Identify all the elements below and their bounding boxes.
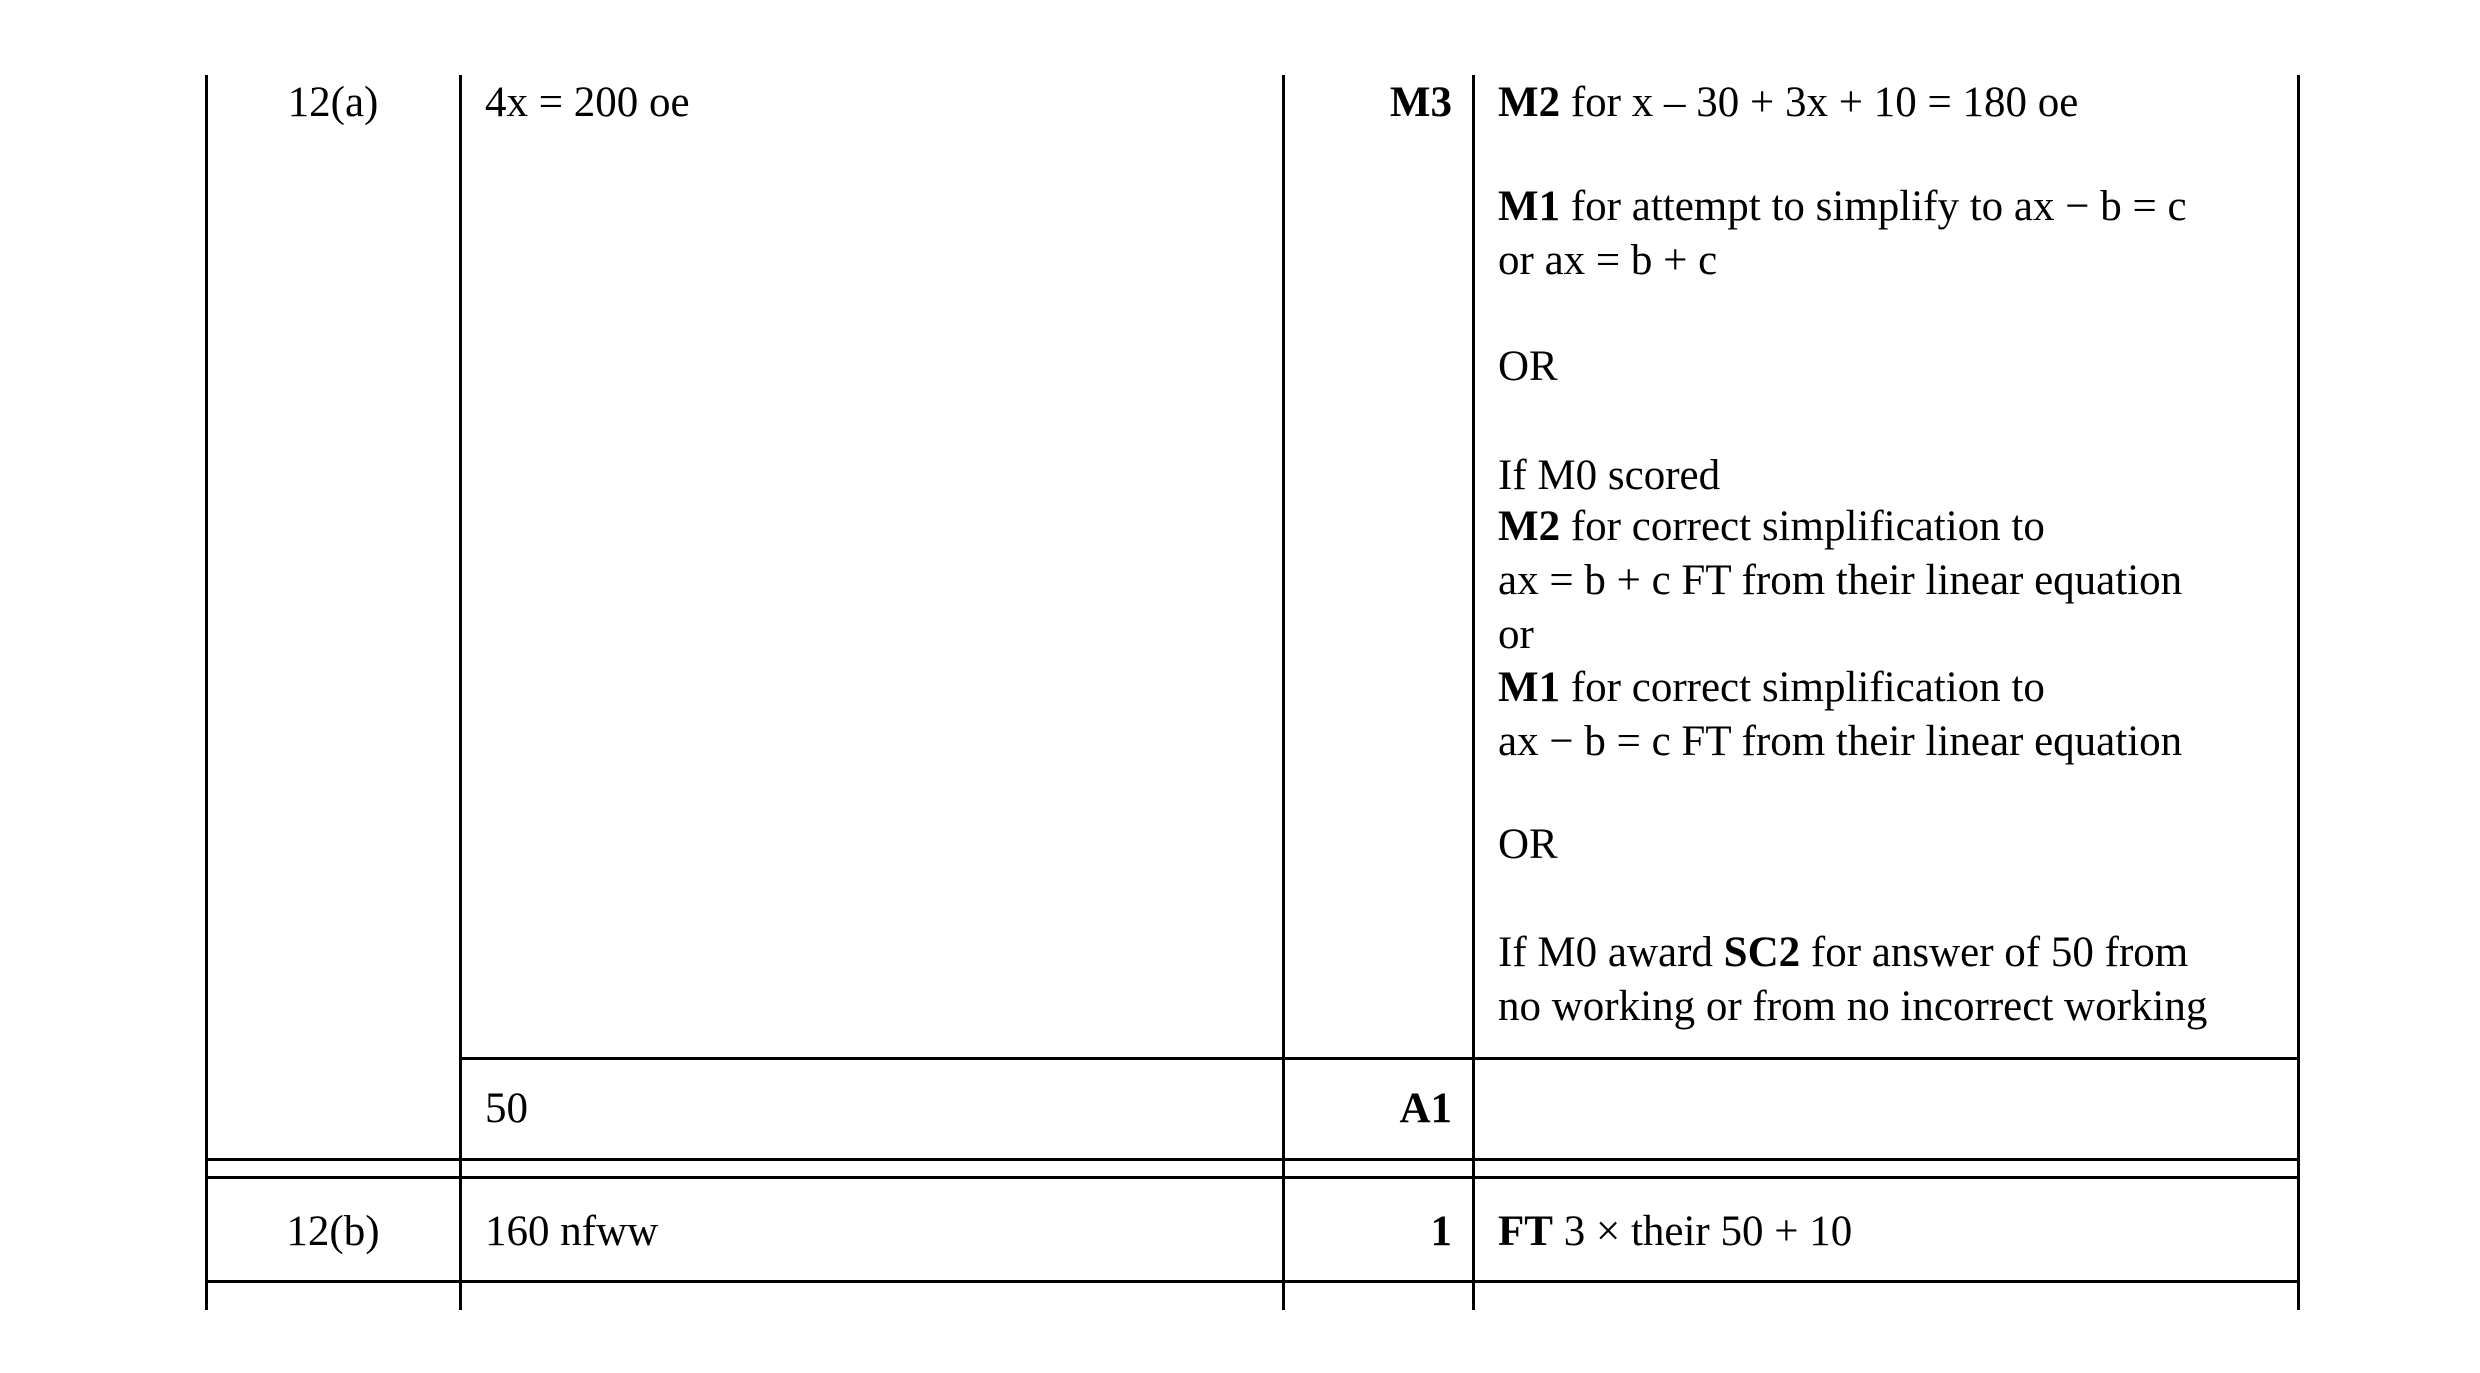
guidance-text: for attempt to simplify to ax − b = c — [1570, 183, 2187, 230]
row-border-section-start — [205, 1176, 2300, 1179]
guidance-text: If M0 award — [1498, 929, 1713, 976]
guidance-line: If M0 scored — [1498, 452, 1721, 499]
mark-code: SC2 — [1723, 929, 1801, 976]
or-separator: OR — [1498, 821, 1558, 868]
answer-text: 50 — [485, 1085, 528, 1132]
question-number: 12(a) — [287, 79, 379, 126]
guidance-text: for x – 30 + 3x + 10 = 180 oe — [1570, 79, 2079, 126]
guidance-text: for correct simplification to — [1570, 664, 2045, 711]
guidance-line: or — [1498, 611, 1534, 658]
question-number: 12(b) — [286, 1208, 380, 1255]
guidance-line — [1498, 500, 2045, 554]
mark-code: M1 — [1498, 183, 1561, 230]
mark-cell: A1 — [1399, 1085, 1452, 1132]
col-border-right — [2297, 75, 2300, 1310]
answer-text: 160 nfww — [485, 1208, 659, 1255]
guidance-line — [1498, 180, 2187, 234]
mark-cell: M3 — [1389, 79, 1452, 126]
guidance-line: ax − b = c FT from their linear equation — [1498, 718, 2183, 765]
guidance-line — [1498, 926, 2188, 980]
guidance-line: ax = b + c FT from their linear equation — [1498, 557, 2183, 604]
mark-code: M1 — [1498, 664, 1561, 711]
row-border-12b-bottom — [205, 1280, 2300, 1283]
answer-cell — [485, 76, 690, 130]
guidance-line: or ax = b + c — [1498, 237, 1718, 284]
col-border-mark — [1282, 75, 1285, 1310]
guidance-line — [1498, 76, 2078, 130]
guidance-text: for answer of 50 from — [1810, 929, 2189, 976]
guidance-line — [1498, 661, 2045, 715]
row-border-a1-top — [459, 1057, 2300, 1060]
mark-code: FT — [1498, 1208, 1553, 1255]
guidance-text: for correct simplification to — [1570, 503, 2045, 550]
mark-cell: 1 — [1430, 1208, 1452, 1255]
guidance-line — [1498, 1205, 1852, 1259]
row-border-section-end — [205, 1158, 2300, 1161]
col-border-left — [205, 75, 208, 1310]
or-separator: OR — [1498, 343, 1558, 390]
guidance-line: no working or from no incorrect working — [1498, 983, 2208, 1030]
mark-code: M2 — [1498, 503, 1561, 550]
col-border-guidance — [1472, 75, 1475, 1310]
mark-code: M2 — [1498, 79, 1561, 126]
col-border-answer — [459, 75, 462, 1310]
guidance-text: 3 × their 50 + 10 — [1563, 1208, 1853, 1255]
answer-text: 4x = 200 oe — [485, 79, 690, 126]
